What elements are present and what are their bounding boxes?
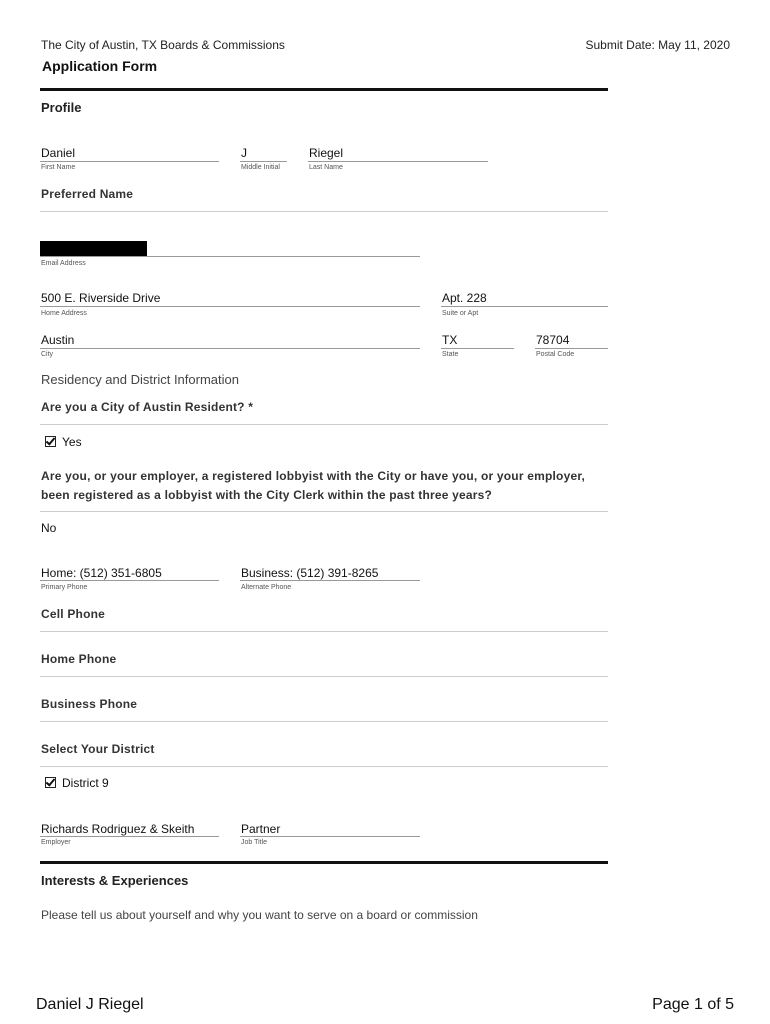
- last-name-underline: [308, 161, 488, 162]
- postal-code-value: 78704: [536, 333, 570, 347]
- resident-answer-text: Yes: [62, 435, 82, 449]
- city-label: City: [41, 351, 54, 358]
- preferred-name-label: Preferred Name: [41, 187, 134, 201]
- district-answer-text: District 9: [62, 776, 109, 790]
- divider-interests: [40, 861, 608, 864]
- job-title-label: Job Title: [241, 839, 268, 846]
- home-address-value: 500 E. Riverside Drive: [41, 291, 161, 305]
- first-name-value: Daniel: [41, 146, 76, 160]
- employer-underline: [40, 836, 219, 837]
- interests-section-title: Interests & Experiences: [41, 873, 189, 888]
- alternate-phone-underline: [240, 580, 420, 581]
- cell-phone-label: Cell Phone: [41, 607, 106, 621]
- district-underline: [40, 766, 608, 767]
- checkbox-checked-icon: [45, 436, 56, 447]
- home-address-underline: [40, 306, 420, 307]
- first-name-label: First Name: [41, 164, 76, 171]
- preferred-name-underline: [40, 211, 608, 212]
- interests-prompt: Please tell us about yourself and why you want to serve on a board or commission: [41, 908, 478, 922]
- home-phone-underline: [40, 676, 608, 677]
- postal-code-label: Postal Code: [536, 351, 575, 358]
- last-name-label: Last Name: [309, 164, 343, 171]
- district-label: Select Your District: [41, 742, 155, 756]
- home-phone-label: Home Phone: [41, 652, 117, 666]
- resident-question: Are you a City of Austin Resident? *: [41, 400, 254, 414]
- submit-date: Submit Date: May 11, 2020: [585, 38, 730, 52]
- last-name-value: Riegel: [309, 146, 344, 160]
- suite-label: Suite or Apt: [442, 310, 479, 317]
- resident-answer: [45, 435, 82, 449]
- job-title-value: Partner: [241, 822, 281, 836]
- suite-value: Apt. 228: [442, 291, 487, 305]
- city-value: Austin: [41, 333, 75, 347]
- employer-value: Richards Rodriguez & Skeith: [41, 822, 195, 836]
- lobbyist-question-underline: [40, 511, 608, 512]
- lobbyist-question-line2: been registered as a lobbyist with the City Clerk within the past three years?: [41, 488, 493, 502]
- middle-initial-label: Middle Initial: [241, 164, 280, 171]
- suite-underline: [441, 306, 608, 307]
- postal-code-underline: [535, 348, 608, 349]
- middle-initial-underline: [240, 161, 287, 162]
- resident-question-underline: [40, 424, 608, 425]
- city-underline: [40, 348, 420, 349]
- footer-page-number: Page 1 of 5: [652, 996, 734, 1013]
- org-name: The City of Austin, TX Boards & Commissions: [41, 38, 285, 52]
- employer-label: Employer: [41, 839, 71, 846]
- residency-heading: Residency and District Information: [41, 372, 239, 387]
- primary-phone-underline: [40, 580, 219, 581]
- business-phone-underline: [40, 721, 608, 722]
- business-phone-label: Business Phone: [41, 697, 138, 711]
- lobbyist-answer: No: [41, 521, 57, 535]
- email-label: Email Address: [41, 260, 86, 267]
- divider-header: [40, 88, 608, 91]
- checkbox-checked-icon: [45, 777, 56, 788]
- first-name-underline: [40, 161, 219, 162]
- email-underline: [40, 256, 420, 257]
- primary-phone-label: Primary Phone: [41, 584, 88, 591]
- home-address-label: Home Address: [41, 310, 87, 317]
- lobbyist-question-line1: Are you, or your employer, a registered lobbyist with the City or have you, or your employer,: [41, 469, 586, 483]
- footer-applicant-name: Daniel J Riegel: [36, 996, 144, 1013]
- primary-phone-value: Home: (512) 351-6805: [41, 566, 162, 580]
- middle-initial-value: J: [241, 146, 247, 160]
- district-answer: [45, 776, 109, 790]
- form-title: Application Form: [42, 58, 158, 74]
- email-redaction: [40, 241, 147, 257]
- state-underline: [441, 348, 514, 349]
- profile-section-title: Profile: [41, 100, 82, 115]
- state-label: State: [442, 351, 459, 358]
- alternate-phone-value: Business: (512) 391-8265: [241, 566, 379, 580]
- alternate-phone-label: Alternate Phone: [241, 584, 292, 591]
- cell-phone-underline: [40, 631, 608, 632]
- state-value: TX: [442, 333, 458, 347]
- job-title-underline: [240, 836, 420, 837]
